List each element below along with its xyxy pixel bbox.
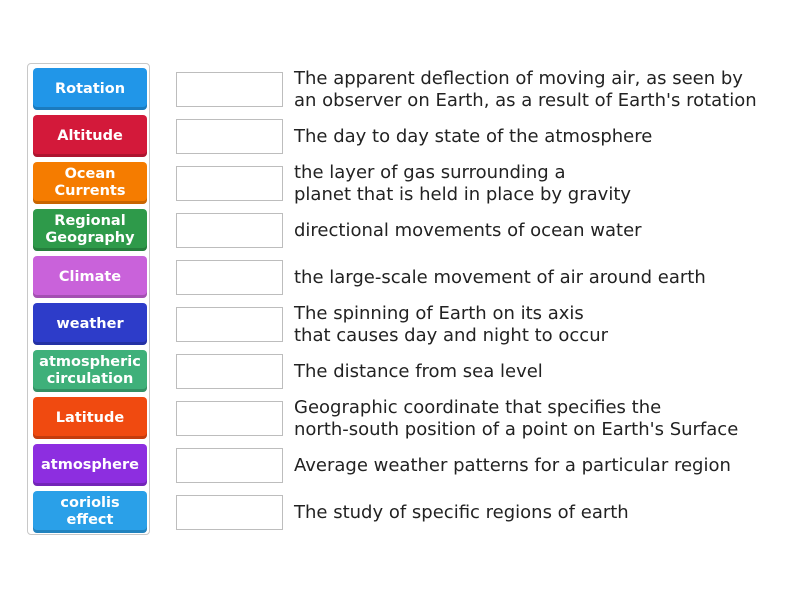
drop-target-box[interactable] (176, 495, 283, 530)
answer-tile[interactable]: Altitude (33, 115, 147, 157)
match-row (176, 119, 653, 154)
answer-tile[interactable]: Regional Geography (33, 209, 147, 251)
definition-text: The apparent deflection of moving air, as seen by an observer on Earth, as a result of Earth's rotation (294, 67, 757, 111)
definition-text: The day to day state of the atmosphere (294, 125, 653, 147)
definition-text: the layer of gas surrounding a planet that is held in place by gravity (294, 161, 632, 205)
answer-tile[interactable]: coriolis effect (33, 491, 147, 533)
drop-target-box[interactable] (176, 72, 283, 107)
definition-text: The spinning of Earth on its axis that causes day and night to occur (294, 302, 609, 346)
answer-tile[interactable]: Ocean Currents (33, 162, 147, 204)
definition-text: The study of specific regions of earth (294, 501, 629, 523)
match-row (176, 161, 632, 205)
match-row (176, 448, 731, 483)
definition-text: the large-scale movement of air around earth (294, 266, 706, 288)
match-row (176, 213, 642, 248)
definition-text: directional movements of ocean water (294, 219, 642, 241)
answer-bank (27, 63, 150, 535)
match-row (176, 354, 543, 389)
drop-target-box[interactable] (176, 401, 283, 436)
match-row (176, 67, 757, 111)
definition-text: The distance from sea level (294, 360, 543, 382)
drop-target-box[interactable] (176, 213, 283, 248)
answer-tile[interactable]: weather (33, 303, 147, 345)
answer-tile[interactable]: Rotation (33, 68, 147, 110)
drop-target-box[interactable] (176, 307, 283, 342)
definition-text: Average weather patterns for a particular region (294, 454, 731, 476)
drop-target-box[interactable] (176, 448, 283, 483)
answer-tile[interactable]: Climate (33, 256, 147, 298)
match-row (176, 260, 706, 295)
match-row (176, 302, 609, 346)
drop-target-box[interactable] (176, 354, 283, 389)
drop-target-box[interactable] (176, 119, 283, 154)
answer-tile[interactable]: Latitude (33, 397, 147, 439)
answer-tile[interactable]: atmospheric circulation (33, 350, 147, 392)
drop-target-box[interactable] (176, 166, 283, 201)
match-row (176, 495, 629, 530)
match-row (176, 396, 739, 440)
definition-text: Geographic coordinate that specifies the north-south position of a point on Earth's Surface (294, 396, 739, 440)
drop-target-box[interactable] (176, 260, 283, 295)
answer-tile[interactable]: atmosphere (33, 444, 147, 486)
